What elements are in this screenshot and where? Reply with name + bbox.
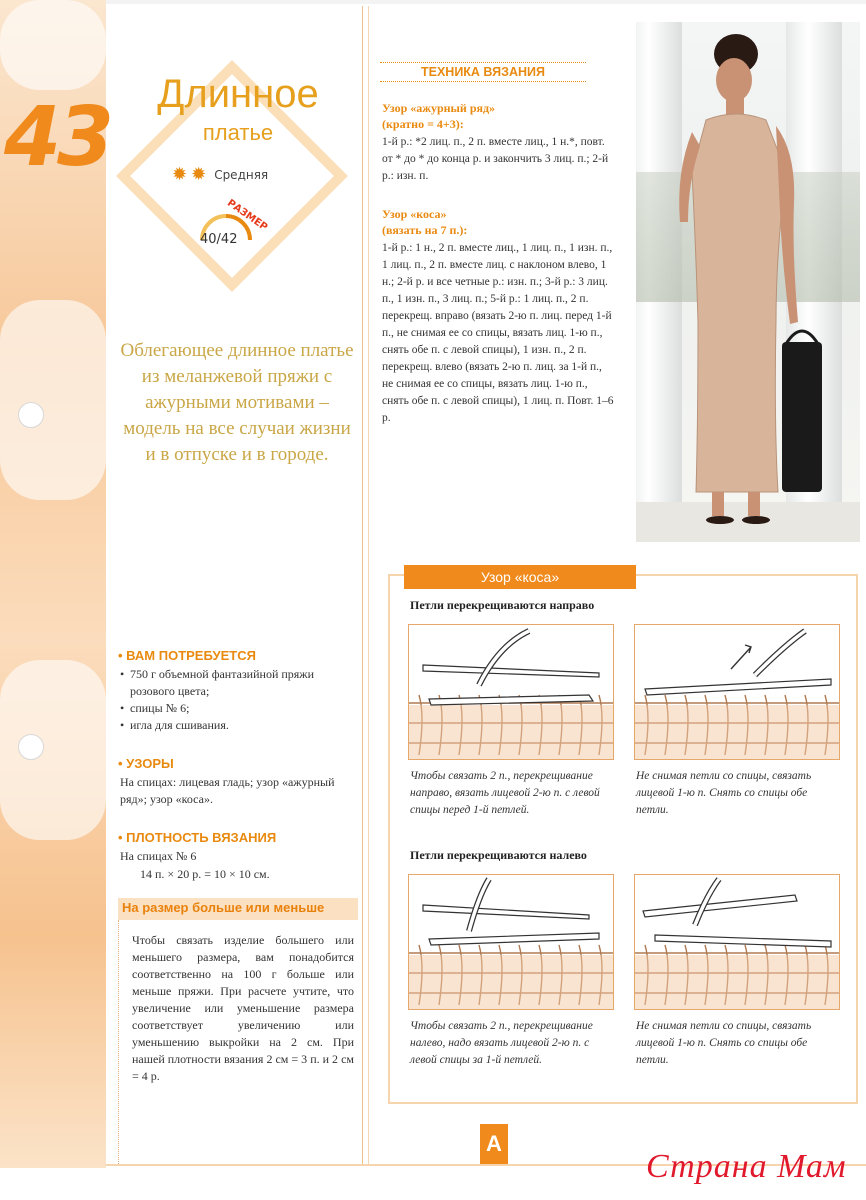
knit-diagram bbox=[408, 624, 614, 760]
dress-figure bbox=[636, 22, 860, 542]
pattern1-title: Узор «ажурный ряд» bbox=[382, 101, 496, 115]
knit-diagram bbox=[408, 874, 614, 1010]
yarn-highlight bbox=[0, 300, 106, 500]
page-subtitle: платье bbox=[202, 120, 274, 145]
pattern2-title: Узор «коса» bbox=[382, 207, 447, 221]
technique-heading: ТЕХНИКА ВЯЗАНИЯ bbox=[380, 62, 586, 82]
page-title: Длинное bbox=[157, 72, 319, 116]
knit-diagram bbox=[634, 874, 840, 1010]
model-photo bbox=[636, 22, 860, 542]
yarn-highlight bbox=[0, 660, 106, 840]
difficulty-label: Средняя bbox=[214, 168, 269, 182]
gauge-line: 14 п. × 20 р. = 10 × 10 см. bbox=[140, 867, 270, 881]
scheme-caption: Не снимая петли со спицы, связать лицевой 1-ю п. Снять со спицы обе петли. bbox=[636, 770, 812, 816]
list-item: • игла для сшивания. bbox=[120, 717, 356, 734]
scheme-caption: Чтобы связать 2 п., перекрещивание налево, надо вязать лицевой 2-ю п. с левой спицы за 1-й петлей. bbox=[410, 1020, 593, 1066]
scheme-subtitle-right: Петли перекрещиваются направо bbox=[410, 598, 595, 612]
pattern1-text: 1-й р.: *2 лиц. п., 2 п. вместе лиц., 1 н.*, повт. от * до * до конца р. и закончить 3 лиц. п.; 2-й р.: изн. п. bbox=[382, 136, 609, 182]
scheme-title: Узор «коса» bbox=[404, 565, 636, 589]
pattern2-subtitle: (вязать на 7 п.): bbox=[382, 223, 468, 237]
intro-text: Облегающее длинное платье из меланжевой пряжи с ажурными мотивами – модель на все случаи жизни и в отпуске и в городе. bbox=[120, 340, 354, 465]
yarn-highlight bbox=[0, 0, 106, 90]
knit-diagram bbox=[634, 624, 840, 760]
materials-list bbox=[120, 666, 356, 734]
gauge-heading: • ПЛОТНОСТЬ ВЯЗАНИЯ bbox=[118, 830, 276, 845]
scheme-subtitle-left: Петли перекрещиваются налево bbox=[410, 848, 587, 862]
page-letter: А bbox=[480, 1124, 508, 1164]
patterns-heading: • УЗОРЫ bbox=[118, 756, 174, 771]
difficulty-row bbox=[172, 166, 268, 184]
pattern2-text: 1-й р.: 1 н., 2 п. вместе лиц., 1 лиц. п., 1 изн. п., 1 лиц. п., 2 п. вместе лиц. с наклоном влево, 1 н.; 2-й р. и все четные р.: изн. п.; 3-й р.: 3 лиц. п., 1 изн. п., 3 лиц. п.; 5-й р.: 1 лиц. п., 2 п. перекрещ. вправо (вязать 2-ю п. лиц. перед 1-й п., не снимая ее со спицы, вязать лиц. 1-ю п., снять обе п. с левой спицы), 1 изн. п., 2 п. перекрещ. влево (вязать 2-ю п. лиц. за 1-й п., не снимая ее со спицы, вязать лиц. 1-ю п., снять обе п. с левой спицы), 1 лиц. п. Повт. 1–6 р. bbox=[382, 242, 614, 424]
materials-heading: • ВАМ ПОТРЕБУЕТСЯ bbox=[118, 648, 256, 663]
top-line bbox=[106, 0, 866, 4]
gauge-line: На спицах № 6 bbox=[120, 849, 197, 863]
size-value: 40/42 bbox=[200, 232, 238, 247]
size-label: РАЗМЕР bbox=[225, 197, 270, 234]
pattern1-subtitle: (кратно = 4+3): bbox=[382, 117, 464, 131]
patterns-text: На спицах: лицевая гладь; узор «ажурный ряд»; узор «коса». bbox=[120, 775, 335, 806]
binder-hole bbox=[18, 734, 44, 760]
list-item: • 750 г объемной фантазийной пряжи розового цвета; bbox=[120, 666, 356, 700]
binder-hole bbox=[18, 402, 44, 428]
column-divider bbox=[368, 6, 369, 1166]
gear-icon: ✹ bbox=[172, 164, 188, 185]
list-item: • спицы № 6; bbox=[120, 700, 356, 717]
size-change-heading: На размер больше или меньше bbox=[122, 900, 325, 915]
pattern-number: 43 bbox=[4, 90, 111, 185]
scheme-caption: Чтобы связать 2 п., перекрещивание направо, вязать лицевой 2-ю п. с левой спицы перед 1-й петлей. bbox=[410, 770, 600, 816]
column-divider bbox=[362, 6, 363, 1166]
size-change-text: Чтобы связать изделие большего или меньшего размера, вам понадобится соответственно на 100 г больше или меньше пряжи. При расчете учтите, что увеличение или уменьшение размера соответствует увеличению или уменьшению выкройки на 2 см. При нашей плотности вязания 2 см = 3 п. и 2 см = 4 р. bbox=[132, 933, 354, 1083]
scheme-caption: Не снимая петли со спицы, связать лицевой 1-ю п. Снять со спицы обе петли. bbox=[636, 1020, 812, 1066]
gear-icon: ✹ bbox=[191, 164, 207, 185]
site-watermark: Страна Мам bbox=[646, 1148, 847, 1185]
